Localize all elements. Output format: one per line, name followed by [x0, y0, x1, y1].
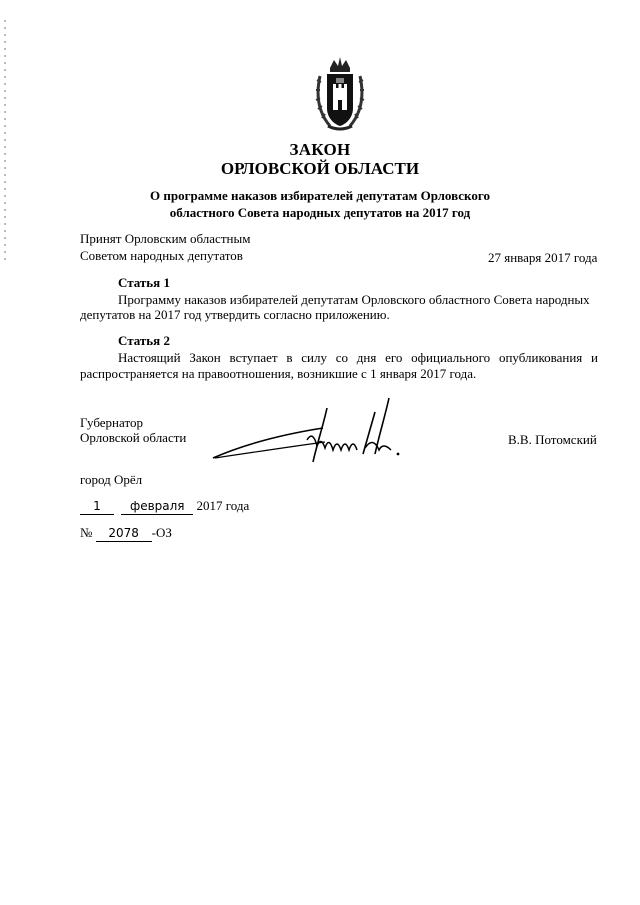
article-1-heading: Статья 1 [118, 275, 170, 290]
article-2-text-line2: распространяется на правоотношения, возникшие с 1 января 2017 года. [80, 366, 477, 381]
article-2-text-line1: Настоящий Закон вступает в силу со дня его официального опубликования и [118, 350, 598, 365]
governor-position-line1: Губернатор [80, 415, 143, 430]
handwritten-signature [205, 392, 405, 472]
signing-year: 2017 года [196, 498, 250, 513]
signing-date [80, 498, 249, 515]
signing-day: 1 [80, 499, 114, 515]
article-2-heading: Статья 2 [118, 333, 170, 348]
adoption-date: 27 января 2017 года [488, 250, 598, 265]
article-1-text-line1: Программу наказов избирателей депутатам Орловского областного Совета народных [118, 292, 590, 307]
number-sign: № [80, 525, 93, 540]
article-1-text-line2: депутатов на 2017 год утвердить согласно приложению. [80, 307, 390, 322]
law-number-value: 2078 [96, 526, 152, 542]
governor-position-line2: Орловской области [80, 430, 187, 445]
law-number-suffix: -ОЗ [151, 525, 172, 540]
law-number [80, 525, 172, 542]
region-title: ОРЛОВСКОЙ ОБЛАСТИ [220, 159, 420, 178]
law-title: ЗАКОН [289, 140, 351, 159]
signing-month: февраля [121, 499, 193, 515]
adoption-line2: Советом народных депутатов [80, 248, 243, 263]
law-subject-line2: областного Совета народных депутатов на 2017 год [169, 205, 471, 220]
adoption-line1: Принят Орловским областным [80, 231, 251, 246]
city-name: город Орёл [80, 472, 143, 487]
law-subject-line1: О программе наказов избирателей депутатам Орловского [150, 188, 490, 203]
coat-of-arms-emblem [314, 54, 366, 134]
governor-name: В.В. Потомский [508, 432, 597, 447]
